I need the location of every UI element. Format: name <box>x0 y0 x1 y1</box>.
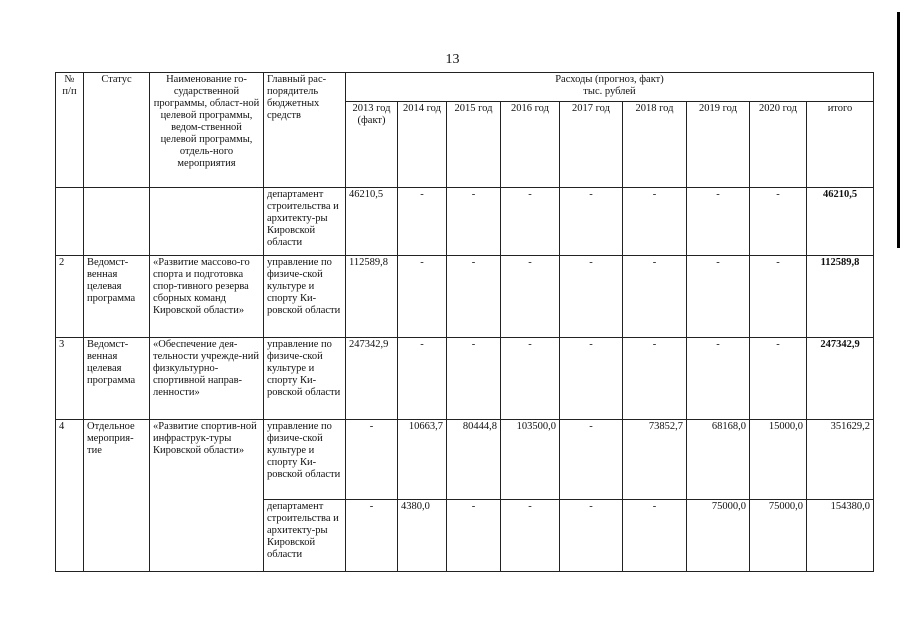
value-2014: - <box>398 256 447 338</box>
value-2015: - <box>447 188 501 256</box>
scan-edge-line <box>897 12 900 248</box>
header-year-2015: 2015 год <box>447 102 501 188</box>
value-2019: 75000,0 <box>687 500 750 572</box>
value-2013: - <box>346 500 398 572</box>
value-2017: - <box>560 188 623 256</box>
table-row <box>56 188 874 256</box>
header-expenses-title: Расходы (прогноз, факт) <box>555 74 664 85</box>
header-year-2018: 2018 год <box>623 102 687 188</box>
value-2020: - <box>750 256 807 338</box>
row-administrator: департамент строительства и архитекту-ры Кировской области <box>264 500 346 572</box>
value-2013: 46210,5 <box>346 188 398 256</box>
header-year-2014: 2014 год <box>398 102 447 188</box>
row-name: «Развитие массово-го спорта и подготовка спор-тивного резерва сборных команд Кировской области» <box>150 256 264 338</box>
value-2019: - <box>687 338 750 420</box>
header-year-2013: 2013 год (факт) <box>346 102 398 188</box>
row-status: Отдельное мероприя-тие <box>84 420 150 572</box>
value-2019: - <box>687 256 750 338</box>
row-num <box>56 188 84 256</box>
header-expenses-unit: тыс. рублей <box>583 86 636 97</box>
header-expenses <box>346 73 874 102</box>
value-total: 46210,5 <box>807 188 874 256</box>
value-total: 112589,8 <box>807 256 874 338</box>
page-number: 13 <box>445 52 460 67</box>
value-total: 154380,0 <box>807 500 874 572</box>
value-2017: - <box>560 338 623 420</box>
value-2020: - <box>750 188 807 256</box>
value-2020: 15000,0 <box>750 420 807 500</box>
row-administrator: управление по физиче-ской культуре и спорту Ки-ровской области <box>264 420 346 500</box>
row-num: 4 <box>56 420 84 572</box>
header-program-name: Наименование го-сударственной программы, област-ной целевой программы, ведом-ственной целевой программы, отдель-ного мероприятия <box>150 73 264 188</box>
row-status: Ведомст-венная целевая программа <box>84 256 150 338</box>
value-2014: - <box>398 338 447 420</box>
budget-table <box>55 72 874 572</box>
header-year-2016: 2016 год <box>501 102 560 188</box>
row-name: «Обеспечение дея-тельности учрежде-ний физкультурно-спортивной направ-ленности» <box>150 338 264 420</box>
value-2019: - <box>687 188 750 256</box>
table-row <box>56 338 874 420</box>
value-2018: - <box>623 188 687 256</box>
value-2018: - <box>623 338 687 420</box>
header-total: итого <box>807 102 874 188</box>
header-num: № п/п <box>56 73 84 188</box>
table-row <box>56 420 874 500</box>
row-name <box>150 188 264 256</box>
row-name: «Развитие спортив-ной инфраструк-туры Кировской области» <box>150 420 264 572</box>
value-2017: - <box>560 500 623 572</box>
row-num: 2 <box>56 256 84 338</box>
value-2018: 73852,7 <box>623 420 687 500</box>
value-2018: - <box>623 256 687 338</box>
value-2020: - <box>750 338 807 420</box>
row-administrator: департамент строительства и архитекту-ры Кировской области <box>264 188 346 256</box>
value-2017: - <box>560 256 623 338</box>
header-year-2019: 2019 год <box>687 102 750 188</box>
value-2015: - <box>447 500 501 572</box>
value-2013: - <box>346 420 398 500</box>
value-2014: 10663,7 <box>398 420 447 500</box>
value-2018: - <box>623 500 687 572</box>
value-2015: - <box>447 256 501 338</box>
row-administrator: управление по физиче-ской культуре и спорту Ки-ровской области <box>264 256 346 338</box>
value-2013: 247342,9 <box>346 338 398 420</box>
table-row <box>56 256 874 338</box>
value-2014: 4380,0 <box>398 500 447 572</box>
value-2016: - <box>501 338 560 420</box>
value-2016: - <box>501 500 560 572</box>
value-2020: 75000,0 <box>750 500 807 572</box>
value-2017: - <box>560 420 623 500</box>
value-2013: 112589,8 <box>346 256 398 338</box>
header-year-2020: 2020 год <box>750 102 807 188</box>
header-administrator: Главный рас-порядитель бюджетных средств <box>264 73 346 188</box>
value-2015: 80444,8 <box>447 420 501 500</box>
row-status <box>84 188 150 256</box>
header-status: Статус <box>84 73 150 188</box>
value-2016: 103500,0 <box>501 420 560 500</box>
value-2016: - <box>501 256 560 338</box>
row-administrator: управление по физиче-ской культуре и спорту Ки-ровской области <box>264 338 346 420</box>
value-total: 247342,9 <box>807 338 874 420</box>
row-status: Ведомст-венная целевая программа <box>84 338 150 420</box>
value-2016: - <box>501 188 560 256</box>
value-total: 351629,2 <box>807 420 874 500</box>
header-year-2017: 2017 год <box>560 102 623 188</box>
row-num: 3 <box>56 338 84 420</box>
header-row-top <box>56 73 874 102</box>
value-2019: 68168,0 <box>687 420 750 500</box>
value-2014: - <box>398 188 447 256</box>
value-2015: - <box>447 338 501 420</box>
